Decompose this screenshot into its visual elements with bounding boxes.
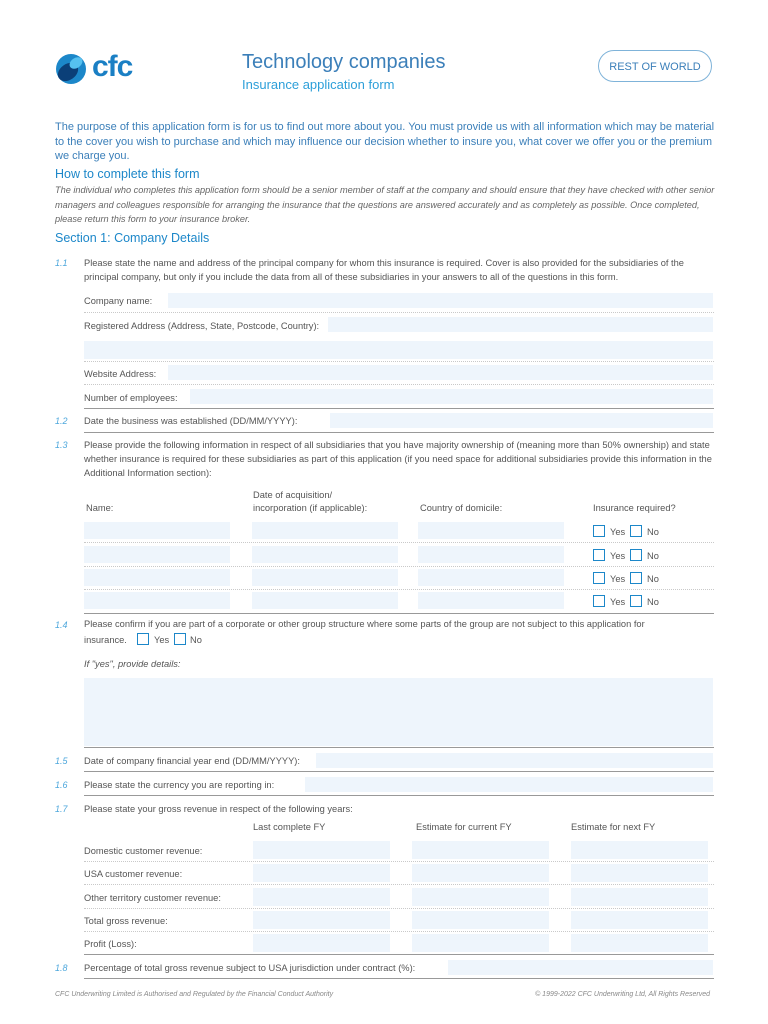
revenue-current-fy-input[interactable] xyxy=(412,934,549,952)
no-checkbox[interactable] xyxy=(630,525,642,537)
rule xyxy=(84,747,714,748)
yes-label: Yes xyxy=(610,597,626,607)
no-label: No xyxy=(647,574,659,584)
yes-checkbox[interactable] xyxy=(593,595,605,607)
cfc-logo-icon xyxy=(54,52,88,86)
rule xyxy=(84,795,714,796)
col-next-fy-label: Estimate for next FY xyxy=(571,822,656,832)
revenue-current-fy-input[interactable] xyxy=(412,888,549,906)
rule xyxy=(84,432,714,433)
revenue-last-fy-input[interactable] xyxy=(253,841,390,859)
no-label: No xyxy=(647,597,659,607)
rule xyxy=(84,954,714,955)
revenue-row-label: Profit (Loss): xyxy=(84,939,137,949)
divider xyxy=(84,908,714,909)
question-number: 1.4 xyxy=(55,620,68,630)
revenue-current-fy-input[interactable] xyxy=(412,841,549,859)
yes-checkbox[interactable] xyxy=(593,549,605,561)
no-label: No xyxy=(647,527,659,537)
col-current-fy-label: Estimate for current FY xyxy=(416,822,512,832)
col-country-label: Country of domicile: xyxy=(420,503,503,513)
yes-label: Yes xyxy=(610,574,626,584)
divider xyxy=(84,566,714,567)
group-yes-checkbox[interactable] xyxy=(137,633,149,645)
revenue-last-fy-input[interactable] xyxy=(253,864,390,882)
yes-checkbox[interactable] xyxy=(593,572,605,584)
intro-text: The purpose of this application form is for us to find out more about you. You must provide us with all information which may be material to the cover you wish to purchase and which may influence our decision whether to insure you, what cover we offer you or the premium we charge you. xyxy=(55,121,715,162)
page-subtitle: Insurance application form xyxy=(242,77,395,92)
subsidiary-country-input[interactable] xyxy=(418,522,564,539)
divider xyxy=(84,931,714,932)
footer-copyright: © 1999-2022 CFC Underwriting Ltd, All Rights Reserved xyxy=(535,991,710,998)
section-1-heading: Section 1: Company Details xyxy=(55,231,210,245)
website-label: Website Address: xyxy=(84,369,157,379)
no-label: No xyxy=(190,635,202,645)
logo-text: cfc xyxy=(92,50,133,83)
yes-label: Yes xyxy=(610,551,626,561)
rule xyxy=(84,978,714,979)
q1-3-text: Please provide the following information in respect of all subsidiaries that you have majority ownership of (meaning more than 50% ownership) and state whether insurance is required for these subsidiaries as part of this application (if you need space for additional subsidiaries provide this information in the Additional Information section): xyxy=(84,440,712,478)
registered-address-input-line2[interactable] xyxy=(84,341,713,359)
revenue-last-fy-input[interactable] xyxy=(253,934,390,952)
q1-2-text: Date the business was established (DD/MM/YYYY): xyxy=(84,416,298,426)
employees-label: Number of employees: xyxy=(84,393,178,403)
group-details-textarea[interactable] xyxy=(84,678,713,746)
how-to-text: The individual who completes this application form should be a senior member of staff at the company and should ensure that they have checked with other senior managers and colleagues responsible for arranging the insurance that the questions are answered accurately and as completely as possible. Once completed, please return this form to your insurance broker. xyxy=(55,185,715,224)
col-insurance-label: Insurance required? xyxy=(593,503,676,513)
question-number: 1.1 xyxy=(55,258,68,268)
col-last-fy-label: Last complete FY xyxy=(253,822,326,832)
how-to-heading: How to complete this form xyxy=(55,167,200,181)
col-date-label-1: Date of acquisition/ xyxy=(253,490,333,500)
subsidiary-country-input[interactable] xyxy=(418,546,564,563)
company-name-label: Company name: xyxy=(84,296,153,306)
registered-address-input[interactable] xyxy=(328,317,713,332)
q1-7-text: Please state your gross revenue in respect of the following years: xyxy=(84,804,353,814)
question-number: 1.7 xyxy=(55,804,68,814)
divider xyxy=(84,589,714,590)
subsidiary-date-input[interactable] xyxy=(252,569,398,586)
q1-4-text-2: insurance. xyxy=(84,635,127,645)
details-label: If "yes", provide details: xyxy=(84,659,181,669)
footer-regulation: CFC Underwriting Limited is Authorised and Regulated by the Financial Conduct Authority xyxy=(55,991,334,998)
revenue-current-fy-input[interactable] xyxy=(412,864,549,882)
rule xyxy=(84,408,714,409)
revenue-row-label: Other territory customer revenue: xyxy=(84,893,221,903)
revenue-row-label: Domestic customer revenue: xyxy=(84,846,203,856)
divider xyxy=(84,384,714,385)
registered-address-label: Registered Address (Address, State, Postcode, Country): xyxy=(84,321,320,331)
revenue-next-fy-input[interactable] xyxy=(571,841,708,859)
revenue-last-fy-input[interactable] xyxy=(253,911,390,929)
revenue-next-fy-input[interactable] xyxy=(571,864,708,882)
website-input[interactable] xyxy=(168,365,713,380)
revenue-row-label: USA customer revenue: xyxy=(84,869,183,879)
subsidiary-date-input[interactable] xyxy=(252,592,398,609)
q1-5-text: Date of company financial year end (DD/MM/YYYY): xyxy=(84,756,300,766)
col-name-label: Name: xyxy=(86,503,114,513)
subsidiary-country-input[interactable] xyxy=(418,569,564,586)
subsidiary-name-input[interactable] xyxy=(84,569,230,586)
yes-label: Yes xyxy=(154,635,170,645)
divider xyxy=(84,312,714,313)
usa-jurisdiction-percent-input[interactable] xyxy=(448,960,713,975)
question-number: 1.5 xyxy=(55,756,68,766)
subsidiary-name-input[interactable] xyxy=(84,522,230,539)
yes-label: Yes xyxy=(610,527,626,537)
question-number: 1.3 xyxy=(55,440,68,450)
company-name-input[interactable] xyxy=(168,293,713,308)
financial-year-end-input[interactable] xyxy=(316,753,713,768)
revenue-next-fy-input[interactable] xyxy=(571,911,708,929)
divider xyxy=(84,884,714,885)
rule xyxy=(84,613,714,614)
q1-6-text: Please state the currency you are reporting in: xyxy=(84,780,275,790)
region-badge: REST OF WORLD xyxy=(598,50,712,82)
subsidiary-country-input[interactable] xyxy=(418,592,564,609)
no-checkbox[interactable] xyxy=(630,595,642,607)
employees-input[interactable] xyxy=(190,389,713,404)
no-checkbox[interactable] xyxy=(630,572,642,584)
q1-4-text: Please confirm if you are part of a corporate or other group structure where some parts of the group are not subject to this application for xyxy=(84,619,645,629)
divider xyxy=(84,861,714,862)
subsidiary-name-input[interactable] xyxy=(84,592,230,609)
subsidiary-name-input[interactable] xyxy=(84,546,230,563)
divider xyxy=(84,542,714,543)
page-title: Technology companies xyxy=(242,51,446,73)
revenue-next-fy-input[interactable] xyxy=(571,934,708,952)
question-number: 1.8 xyxy=(55,963,68,973)
question-number: 1.6 xyxy=(55,780,68,790)
revenue-row-label: Total gross revenue: xyxy=(84,916,168,926)
divider xyxy=(84,361,714,362)
currency-input[interactable] xyxy=(305,777,713,792)
subsidiary-date-input[interactable] xyxy=(252,546,398,563)
yes-checkbox[interactable] xyxy=(593,525,605,537)
group-no-checkbox[interactable] xyxy=(174,633,186,645)
no-label: No xyxy=(647,551,659,561)
revenue-next-fy-input[interactable] xyxy=(571,888,708,906)
q1-1-text: Please state the name and address of the principal company for whom this insurance is required. Cover is also provided for the subsidiaries of the principal company, but only if you include the data from all of these subsidiaries in your answers to all of the questions in this form. xyxy=(84,258,684,282)
no-checkbox[interactable] xyxy=(630,549,642,561)
revenue-last-fy-input[interactable] xyxy=(253,888,390,906)
question-number: 1.2 xyxy=(55,416,68,426)
subsidiary-date-input[interactable] xyxy=(252,522,398,539)
col-date-label-2: incorporation (if applicable): xyxy=(253,503,368,513)
rule xyxy=(84,771,714,772)
q1-8-text: Percentage of total gross revenue subject to USA jurisdiction under contract (%): xyxy=(84,963,416,973)
revenue-current-fy-input[interactable] xyxy=(412,911,549,929)
established-date-input[interactable] xyxy=(330,413,713,428)
